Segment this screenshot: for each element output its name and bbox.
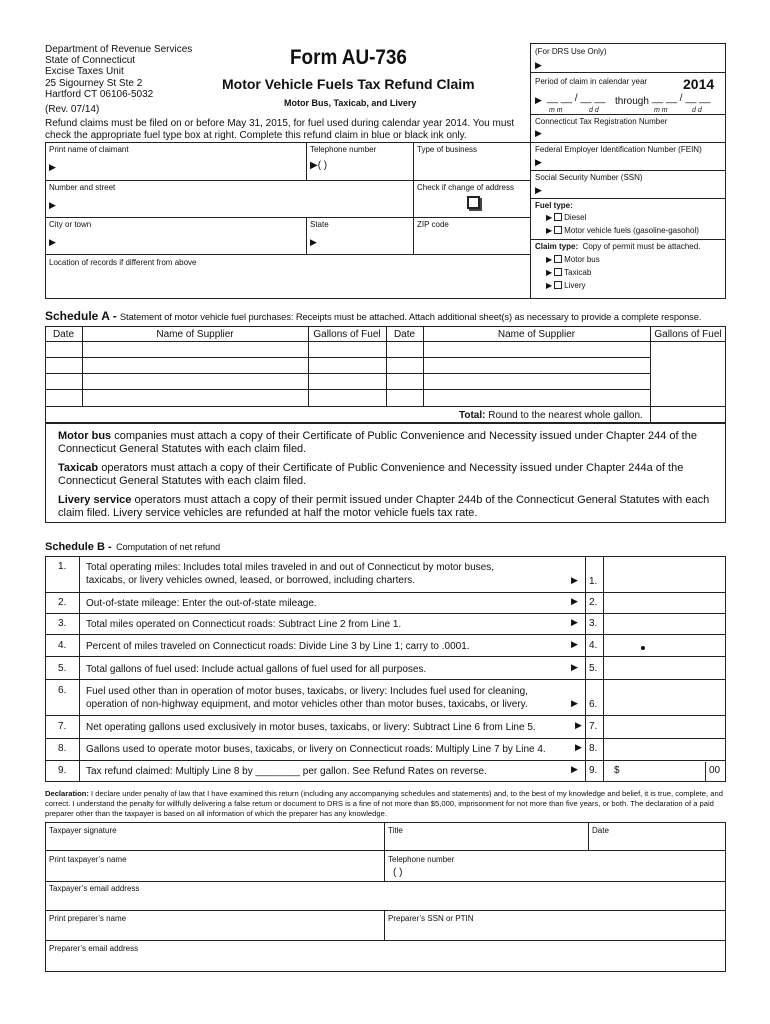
line-number: 3. <box>58 618 67 629</box>
arrow-icon: ▶ <box>571 617 578 627</box>
line-8-input[interactable] <box>604 739 725 760</box>
fuel-diesel-checkbox[interactable]: ▶ Diesel <box>546 213 587 222</box>
col-supplier: Name of Supplier <box>497 329 576 340</box>
form-title: Form AU-736 <box>290 46 407 69</box>
schedule-a-heading: Schedule A - Statement of motor vehicle fuel purchases: Receipts must be attached. Attach additional sheet(s) as necessary to provide a complete response. <box>45 309 702 323</box>
mm-label: m m <box>549 107 563 114</box>
line-4-input[interactable] <box>604 635 725 656</box>
line-7-input[interactable] <box>604 716 725 738</box>
claim-type-label: Claim type: Copy of permit must be attached. <box>535 242 701 251</box>
title-input[interactable] <box>385 836 587 850</box>
ct-reg-label: Connecticut Tax Registration Number <box>535 117 668 126</box>
revision-date: (Rev. 07/14) <box>45 104 100 116</box>
preparer-name-input[interactable] <box>46 925 383 940</box>
declaration-text: Declaration: I declare under penalty of law that I have examined this return (including any accompanying schedules and statements) and, to the best of my knowledge and belief, it is true, complete, and correct. I understand the penalty for willfully delivering a false return or document to DRS is a fine of not more than $5,000, imprisonment for not more than five years, or both. The declaration of a paid preparer other than the taxpayer is based on all information of which the preparer has any knowledge. <box>45 789 723 818</box>
state-label: State <box>310 220 329 229</box>
note-motor-bus: Motor bus companies must attach a copy of their Certificate of Public Convenience and Necessity issued under Chapter 244 of the Connecticut General Statutes with each claim filed. <box>58 430 697 455</box>
claimant-name-input[interactable]: ▶ <box>49 162 56 172</box>
line-ref: 4. <box>589 640 598 651</box>
city-label: City or town <box>49 220 92 229</box>
state-input[interactable]: ▶ <box>310 237 317 247</box>
fuel-type-label: Fuel type: <box>535 201 573 210</box>
arrow-icon: ▶ <box>571 764 578 774</box>
period-label: Period of claim in calendar year <box>535 77 648 86</box>
claim-motor-bus-checkbox[interactable]: ▶ Motor bus <box>546 255 600 264</box>
title-label: Title <box>388 826 403 835</box>
mm-label: m m <box>654 107 668 114</box>
line-ref: 1. <box>589 576 598 587</box>
preparer-name-label: Print preparer’s name <box>49 914 127 923</box>
line-ref: 7. <box>589 721 598 732</box>
telephone-input[interactable]: ▶( ) <box>310 160 328 171</box>
preparer-ssn-label: Preparer’s SSN or PTIN <box>388 914 474 923</box>
line-number: 1. <box>58 561 67 572</box>
line-ref: 9. <box>589 765 598 776</box>
preparer-ssn-input[interactable] <box>385 925 725 940</box>
line-7-text: Net operating gallons used exclusively in motor buses, taxicabs, or livery: Subtract Line 6 from Line 5. <box>86 722 536 733</box>
taxpayer-email-label: Taxpayer’s email address <box>49 884 140 893</box>
arrow-icon: ▶ <box>575 720 582 730</box>
arrow-icon: ▶ <box>571 575 578 585</box>
street-input[interactable]: ▶ <box>49 200 56 210</box>
zip-label: ZIP code <box>417 220 449 229</box>
line-5-text: Total gallons of fuel used: Include actual gallons of fuel used for all purposes. <box>86 664 427 675</box>
line-number: 4. <box>58 640 67 651</box>
claim-year: 2014 <box>683 76 715 92</box>
line-number: 2. <box>58 597 67 608</box>
records-location-label: Location of records if different from above <box>49 258 197 267</box>
line-1-text: Total operating miles: Includes total miles traveled in and out of Connecticut by motor buses, taxicabs, or livery vehicles owned, leased, or borrowed, including charters. <box>86 562 494 586</box>
line-9-text: Tax refund claimed: Multiply Line 8 by ________ per gallon. See Refund Rates on reverse. <box>86 766 487 777</box>
dollar-sign: $ <box>614 765 620 776</box>
fein-input[interactable]: ▶ <box>535 157 542 167</box>
arrow-icon: ▶ <box>575 742 582 752</box>
telephone-label: Telephone number <box>310 145 377 154</box>
preparer-email-label: Preparer’s email address <box>49 944 139 953</box>
line-2-input[interactable] <box>604 593 725 613</box>
agency-line: 25 Sigourney St Ste 2 <box>45 77 143 89</box>
ssn-label: Social Security Number (SSN) <box>535 173 643 182</box>
col-date: Date <box>393 329 416 340</box>
through-label: through <box>615 96 649 107</box>
street-label: Number and street <box>49 183 116 192</box>
note-livery: Livery service operators must attach a copy of their permit issued under Chapter 244b of the Connecticut General Statutes with each claim filed. Livery service vehicles are refunded at half the motor vehicle fuels tax rate. <box>58 494 710 519</box>
preparer-email-input[interactable] <box>46 955 725 971</box>
line-4-text: Percent of miles traveled on Connecticut roads: Divide Line 3 by Line 1; carry to .0001. <box>86 641 470 652</box>
business-type-label: Type of business <box>417 145 478 154</box>
taxpayer-name-label: Print taxpayer’s name <box>49 855 127 864</box>
agency-line: Excise Taxes Unit <box>45 66 124 78</box>
line-1-input[interactable] <box>604 557 725 591</box>
agency-line: Hartford CT 06106-5032 <box>45 88 154 100</box>
taxpayer-name-input[interactable] <box>46 866 383 881</box>
line-ref: 5. <box>589 663 598 674</box>
total-label: Total: Round to the nearest whole gallon. <box>459 410 643 421</box>
agency-address <box>45 44 192 115</box>
dd-label: d d <box>692 107 702 114</box>
drs-use-label: (For DRS Use Only) <box>535 47 607 56</box>
taxpayer-signature-label: Taxpayer signature <box>49 826 117 835</box>
arrow-icon: ▶ <box>571 698 578 708</box>
arrow-icon: ▶ <box>571 639 578 649</box>
line-number: 8. <box>58 743 67 754</box>
ct-reg-input[interactable]: ▶ <box>535 128 542 138</box>
taxpayer-email-input[interactable] <box>46 895 725 910</box>
filing-instructions: Refund claims must be filed on or before May 31, 2015, for fuel used during calendar year 2014. You must check the appropriate fuel type box at right. Complete this refund claim in blue or black ink only. <box>45 118 515 141</box>
cents-value: 00 <box>709 765 721 776</box>
arrow-icon: ▶ <box>571 662 578 672</box>
line-6-input[interactable] <box>604 680 725 715</box>
line-5-input[interactable] <box>604 657 725 679</box>
col-gallons: Gallons of Fuel <box>654 329 722 340</box>
claim-taxicab-checkbox[interactable]: ▶ Taxicab <box>546 268 592 277</box>
change-address-checkbox[interactable] <box>467 196 480 209</box>
agency-line: Department of Revenue Services <box>45 44 193 55</box>
note-taxicab: Taxicab operators must attach a copy of their Certificate of Public Convenience and Necessity issued under Chapter 244a of the Connecticut General Statutes with each claim filed. <box>58 462 684 487</box>
date-label: Date <box>592 826 609 835</box>
line-3-input[interactable] <box>604 614 725 634</box>
taxpayer-telephone-input[interactable]: ( ) <box>393 867 403 878</box>
period-to-input[interactable]: __ __ / __ __ <box>652 93 711 104</box>
schedule-b-heading: Schedule B - Computation of net refund <box>45 541 221 553</box>
arrow-icon: ▶ <box>535 60 542 70</box>
agency-line: State of Connecticut <box>45 55 136 67</box>
form-sub-subtitle: Motor Bus, Taxicab, and Livery <box>284 98 417 108</box>
taxpayer-signature-input[interactable] <box>46 836 383 850</box>
ssn-input[interactable]: ▶ <box>535 185 542 195</box>
line-number: 7. <box>58 721 67 732</box>
claimant-grid <box>45 142 530 299</box>
line-ref: 2. <box>589 597 598 608</box>
line-ref: 3. <box>589 618 598 629</box>
date-input[interactable] <box>589 836 725 850</box>
change-address-label: Check if change of address <box>417 183 514 192</box>
col-date: Date <box>52 329 75 340</box>
city-input[interactable]: ▶ <box>49 237 56 247</box>
line-ref: 8. <box>589 743 598 754</box>
fuel-gasoline-checkbox[interactable]: ▶ Motor vehicle fuels (gasoline-gasohol) <box>546 226 699 235</box>
refund-amount-input[interactable] <box>624 761 704 781</box>
form-subtitle: Motor Vehicle Fuels Tax Refund Claim <box>222 76 475 92</box>
telephone-label: Telephone number <box>388 855 455 864</box>
claim-livery-checkbox[interactable]: ▶ Livery <box>546 281 586 290</box>
arrow-icon: ▶ <box>571 596 578 606</box>
fein-label: Federal Employer Identification Number (FEIN) <box>535 145 702 154</box>
col-supplier: Name of Supplier <box>156 329 234 340</box>
dd-label: d d <box>589 107 599 114</box>
line-8-text: Gallons used to operate motor buses, taxicabs, or livery on Connecticut roads: Multiply Line 7 by Line 4. <box>86 744 546 755</box>
claimant-name-label: Print name of claimant <box>49 145 129 154</box>
line-2-text: Out-of-state mileage: Enter the out-of-state mileage. <box>86 598 317 609</box>
period-from-input[interactable]: __ __ / __ __ <box>547 93 606 104</box>
arrow-icon: ▶ <box>535 95 542 105</box>
line-number: 5. <box>58 663 67 674</box>
line-number: 6. <box>58 685 67 696</box>
line-number: 9. <box>58 765 67 776</box>
line-ref: 6. <box>589 699 598 710</box>
line-3-text: Total miles operated on Connecticut roads: Subtract Line 2 from Line 1. <box>86 619 402 630</box>
line-6-text: Fuel used other than in operation of motor buses, taxicabs, or livery: Includes fuel used for cleaning, operation of non-highway equipment, and motor vehicles other than motor buses, taxicabs, or livery. <box>86 686 528 710</box>
col-gallons: Gallons of Fuel <box>313 329 381 340</box>
